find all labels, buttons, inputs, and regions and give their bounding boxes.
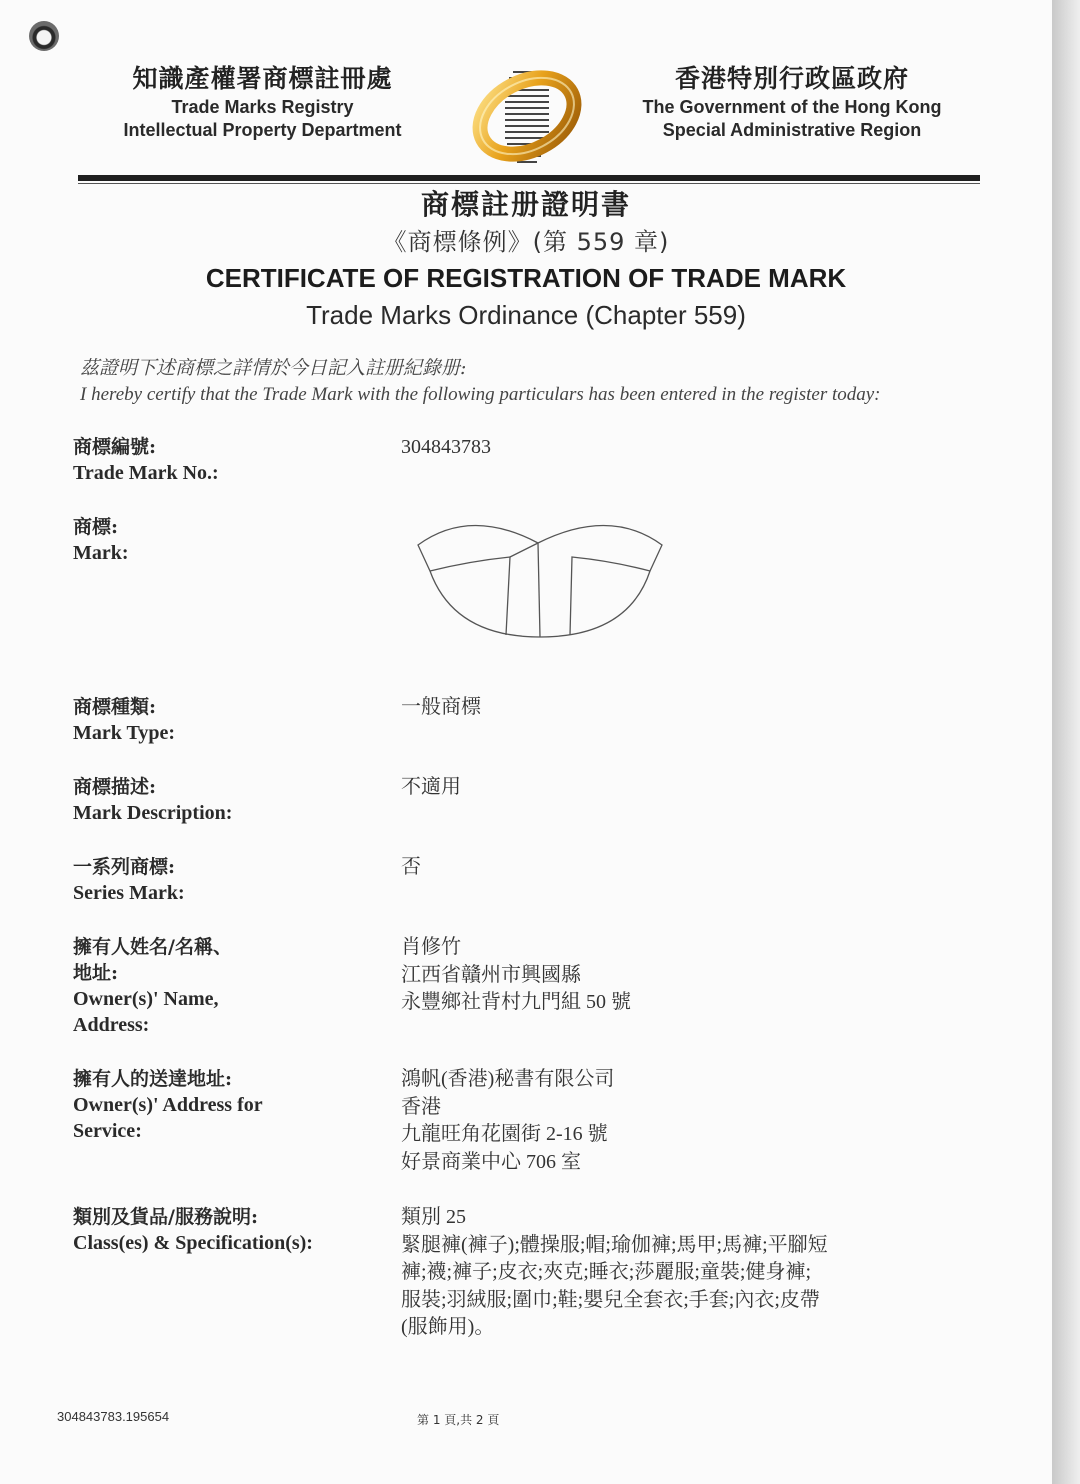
specification-line: (服飾用)。: [401, 1316, 495, 1338]
punch-hole: [29, 21, 59, 51]
service-address-label-cn: 擁有人的送達地址:: [73, 1068, 233, 1090]
mark-label-cn: 商標:: [73, 516, 119, 538]
class-number: 類別 25: [401, 1206, 466, 1228]
government-name-cn: 香港特別行政區政府: [674, 64, 909, 93]
trade-mark-no-label-en: Trade Mark No.:: [73, 462, 219, 484]
department-name-en: Intellectual Property Department: [123, 120, 402, 140]
service-address-line: 好景商業中心 706 室: [401, 1150, 581, 1173]
mark-type-label: [73, 694, 383, 746]
service-address-label-en-1: Owner(s)' Address for: [73, 1094, 263, 1116]
specification-line: 褲;襪;褲子;皮衣;夾克;睡衣;莎麗服;童裝;健身褲;: [401, 1261, 812, 1283]
header-divider-thin: [78, 183, 980, 184]
owner-label-cn-1: 擁有人姓名/名稱、: [73, 936, 232, 958]
owner-value: [401, 934, 986, 1017]
mark-description-value: 不適用: [401, 776, 461, 798]
mark-label-en: Mark:: [73, 542, 129, 564]
title-cn: 商標註册證明書: [420, 188, 631, 221]
certification-en: I hereby certify that the Trade Mark with the following particulars has been entered in the register today:: [80, 384, 881, 405]
government-name-en-1: The Government of the Hong Kong: [642, 97, 942, 117]
classes-label-cn: 類別及貨品/服務說明:: [73, 1206, 258, 1228]
service-address-value: [401, 1066, 986, 1176]
reference-number: 304843783.195654: [57, 1409, 170, 1424]
mark-type-label-en: Mark Type:: [73, 722, 176, 744]
owner-address-line: 江西省贛州市興國縣: [401, 963, 581, 986]
service-address-line: 九龍旺角花園街 2-16 號: [401, 1123, 608, 1145]
title-en: CERTIFICATE OF REGISTRATION OF TRADE MARK: [205, 263, 847, 293]
trade-mark-no-label-cn: 商標編號:: [73, 436, 157, 458]
specification-line: 緊腿褲(褲子);體操服;帽;瑜伽褲;馬甲;馬褲;平腳短: [401, 1233, 828, 1256]
subtitle-en: Trade Marks Ordinance (Chapter 559): [306, 300, 746, 330]
series-mark-label-en: Series Mark:: [73, 882, 185, 904]
header-divider-thick: [78, 175, 980, 181]
government-name-en-2: Special Administrative Region: [662, 120, 922, 140]
owner-address-line: 永豐鄉社背村九門組 50 號: [401, 991, 631, 1013]
series-mark-value: 否: [401, 856, 421, 878]
header-right: [612, 62, 972, 142]
owner-label-cn-2: 地址:: [73, 962, 119, 984]
mark-label: [73, 514, 383, 566]
specification-line: 服裝;羽絨服;圍巾;鞋;嬰兒全套衣;手套;內衣;皮帶: [401, 1288, 820, 1311]
registry-name-en: Trade Marks Registry: [171, 97, 354, 117]
service-address-label-en-2: Service:: [73, 1120, 142, 1142]
subtitle-cn: 《商標條例》(第 559 章): [382, 228, 670, 256]
page-edge-shadow: [1052, 0, 1080, 1484]
service-address-line: 香港: [401, 1095, 441, 1118]
certification-statement: [80, 355, 1000, 409]
mark-type-value: 一般商標: [401, 696, 481, 718]
mark-description-label: [73, 774, 383, 826]
mark-description-label-en: Mark Description:: [73, 802, 233, 824]
trade-mark-image: [410, 513, 672, 643]
classes-label: [73, 1204, 383, 1256]
certificate-title: [0, 186, 1052, 334]
certification-cn: 茲證明下述商標之詳情於今日記入註册紀錄册:: [80, 357, 467, 379]
owner-label-en-1: Owner(s)' Name,: [73, 988, 219, 1010]
mark-type-label-cn: 商標種類:: [73, 696, 157, 718]
mark-description-label-cn: 商標描述:: [73, 776, 157, 798]
series-mark-label-cn: 一系列商標:: [73, 856, 176, 878]
trade-mark-no-value: 304843783: [401, 436, 491, 458]
service-address-line: 鴻帆(香港)秘書有限公司: [401, 1068, 615, 1090]
registry-name-cn: 知識產權署商標註冊處: [132, 64, 393, 93]
owner-label: [73, 934, 383, 1038]
series-mark-label: [73, 854, 383, 906]
classes-value: [401, 1204, 986, 1342]
classes-label-en: Class(es) & Specification(s):: [73, 1232, 313, 1254]
hksar-ring-logo-icon: [467, 66, 587, 171]
page-number: 第 1 頁,共 2 頁: [417, 1413, 500, 1427]
header-left: [95, 62, 430, 142]
service-address-label: [73, 1066, 383, 1144]
trade-mark-no-label: [73, 434, 383, 486]
owner-label-en-2: Address:: [73, 1014, 150, 1036]
owner-name: 肖修竹: [401, 936, 461, 958]
